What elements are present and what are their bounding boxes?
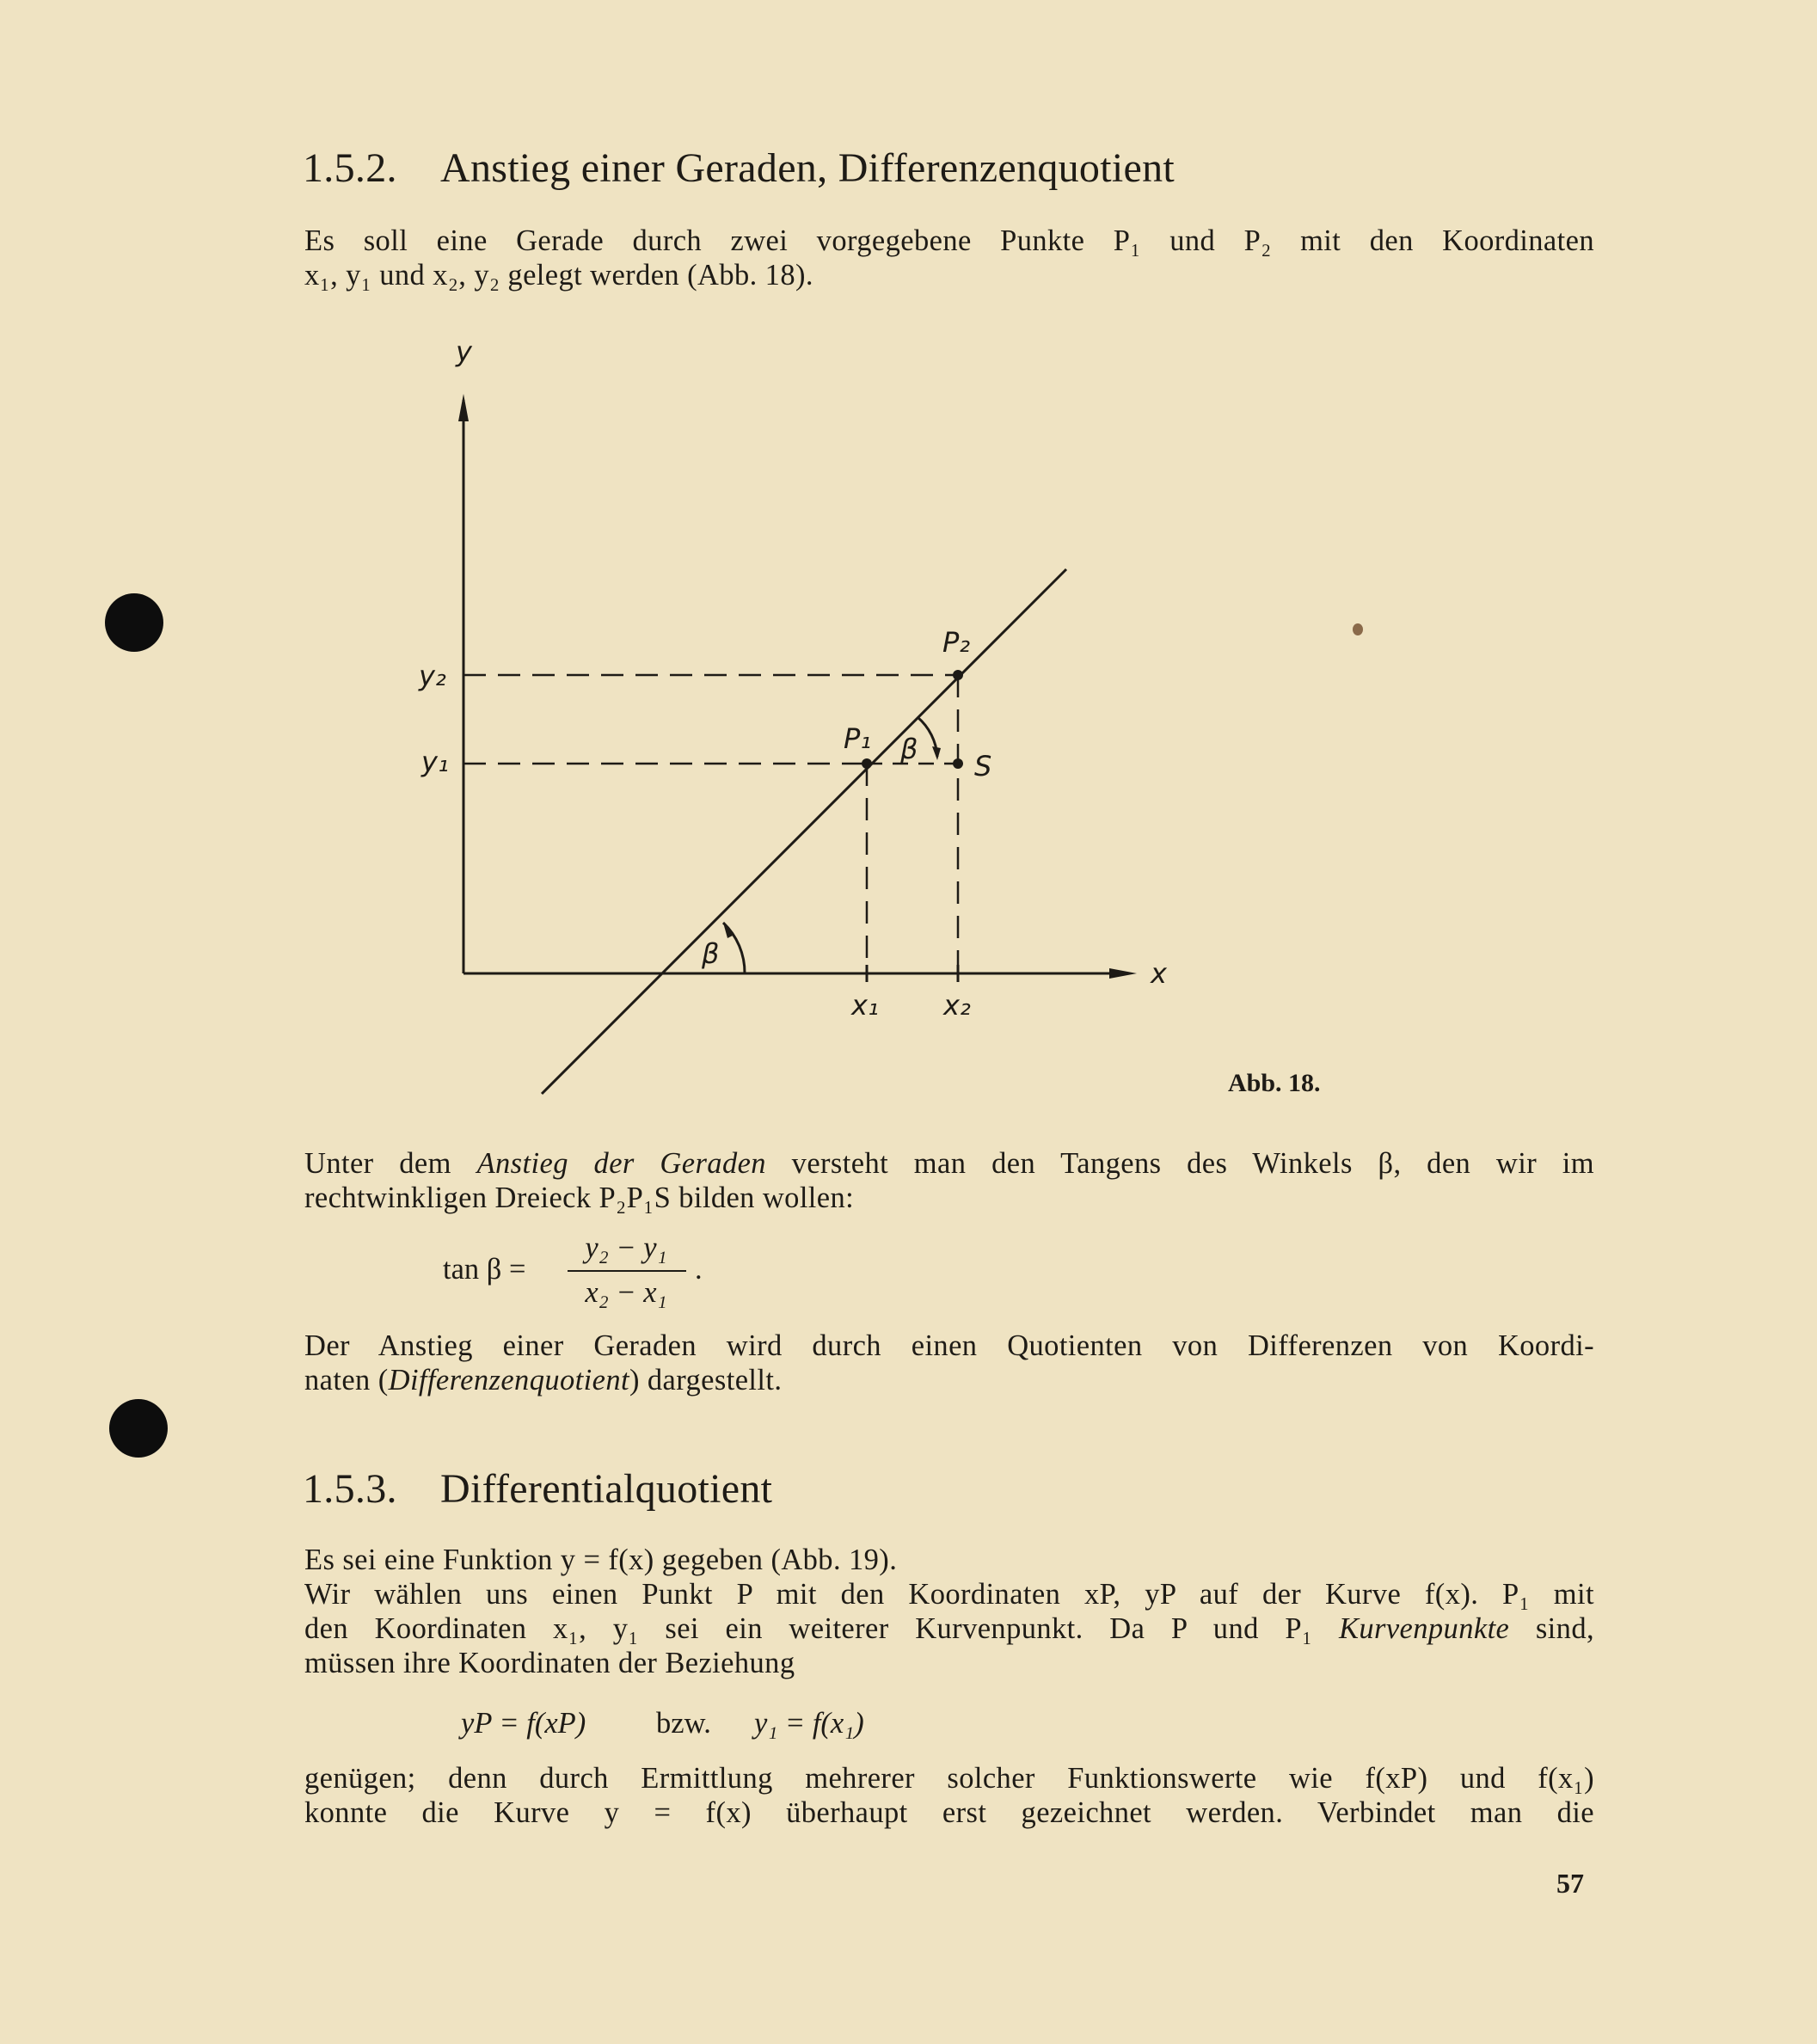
- section2-line-3-a: den Koordinaten x₁, y₁ sei ein weiterer Kurvenpunkt. Da P und P₁: [304, 1612, 1339, 1645]
- y-axis-arrow: [458, 394, 469, 421]
- paper-speck: [1353, 623, 1363, 635]
- label-y-axis: y: [456, 335, 472, 368]
- label-x-axis: x: [1151, 957, 1167, 990]
- formula-y1: y₁ = f(x₁): [754, 1707, 864, 1740]
- definition-line-1: [304, 1146, 1594, 1181]
- statement-text-a: naten (: [304, 1364, 389, 1396]
- section2-line-1: Es sei eine Funktion y = f(x) gegeben (Abb. 19).: [304, 1544, 898, 1576]
- x-axis-arrow: [1109, 968, 1137, 979]
- label-y1: y₁: [421, 746, 449, 778]
- section-heading-1-5-3: [303, 1465, 772, 1513]
- formula-tan-beta-lhs: tan β =: [443, 1253, 526, 1286]
- statement-text-b: ) dargestellt.: [629, 1364, 783, 1396]
- section-number: 1.5.2.: [303, 145, 397, 191]
- figure-caption: Abb. 18.: [1228, 1069, 1321, 1097]
- section-title: Anstieg einer Geraden, Differenzenquotient: [440, 145, 1176, 191]
- definition-paragraph: [304, 1146, 1594, 1215]
- formula-denominator: x₂ − x₁: [585, 1276, 667, 1309]
- label-s: S: [974, 750, 992, 783]
- formula-yp: yP = f(xP): [461, 1707, 586, 1740]
- figure-18-line-slope: [387, 335, 1204, 1109]
- formula-fraction-bar: [568, 1270, 686, 1272]
- straight-line: [542, 569, 1066, 1094]
- section-number-2: 1.5.3.: [303, 1466, 397, 1512]
- definition-text-a: Unter dem: [304, 1147, 477, 1180]
- label-beta-upper: β: [900, 733, 918, 765]
- point-p1: [862, 758, 872, 769]
- section2-line-3: [304, 1611, 1594, 1646]
- intro-paragraph: [304, 224, 1594, 292]
- label-x1: x₁: [851, 989, 879, 1022]
- section2-line-2: Wir wählen uns einen Punkt P mit den Koordinaten xP, yP auf der Kurve f(x). P₁ mit: [304, 1578, 1594, 1611]
- punch-hole-bottom: [109, 1399, 168, 1458]
- label-p1: P₁: [844, 722, 872, 755]
- label-x2: x₂: [943, 989, 971, 1022]
- statement-paragraph: [304, 1329, 1594, 1397]
- continuation-line-1: genügen; denn durch Ermittlung mehrerer solcher Funktionswerte wie f(xP) und f(x₁): [304, 1762, 1594, 1795]
- formula-numerator: y₂ − y₁: [585, 1231, 667, 1264]
- point-p2: [953, 670, 963, 680]
- point-s: [953, 758, 963, 769]
- label-p2: P₂: [942, 626, 971, 659]
- section-heading-1-5-2: [303, 144, 1175, 192]
- section2-paragraph: [304, 1543, 1594, 1680]
- statement-emphasis: Differenzenquotient: [388, 1364, 629, 1396]
- formula-bzw: bzw.: [656, 1707, 711, 1740]
- beta-arrowhead-upper: [932, 746, 941, 760]
- punch-hole-top: [105, 593, 163, 652]
- section-title-2: Differentialquotient: [440, 1466, 773, 1512]
- section2-line-4: müssen ihre Koordinaten der Beziehung: [304, 1647, 795, 1679]
- section2-line-3-b: sind,: [1509, 1612, 1594, 1645]
- continuation-line-2: konnte die Kurve y = f(x) überhaupt erst gezeichnet werden. Verbindet man die: [304, 1796, 1594, 1829]
- label-y2: y₂: [419, 660, 446, 692]
- statement-line-2: [304, 1363, 1594, 1397]
- intro-line-1: Es soll eine Gerade durch zwei vorgegebene Punkte P₁ und P₂ mit den Koordinaten: [304, 224, 1594, 257]
- label-beta-lower: β: [702, 937, 720, 970]
- formula-period: .: [695, 1253, 703, 1286]
- statement-line-1: Der Anstieg einer Geraden wird durch einen Quotienten von Differenzen von Koordi-: [304, 1329, 1594, 1362]
- section2-emphasis: Kurvenpunkte: [1338, 1612, 1510, 1645]
- definition-line-2: rechtwinkligen Dreieck P₂P₁S bilden wollen:: [304, 1182, 855, 1214]
- intro-line-2: x₁, y₁ und x₂, y₂ gelegt werden (Abb. 18).: [304, 259, 813, 292]
- continuation-paragraph: [304, 1761, 1594, 1830]
- definition-text-b: versteht man den Tangens des Winkels β, den wir im: [765, 1147, 1595, 1180]
- definition-emphasis: Anstieg der Geraden: [476, 1147, 766, 1180]
- page-number: 57: [1556, 1868, 1584, 1899]
